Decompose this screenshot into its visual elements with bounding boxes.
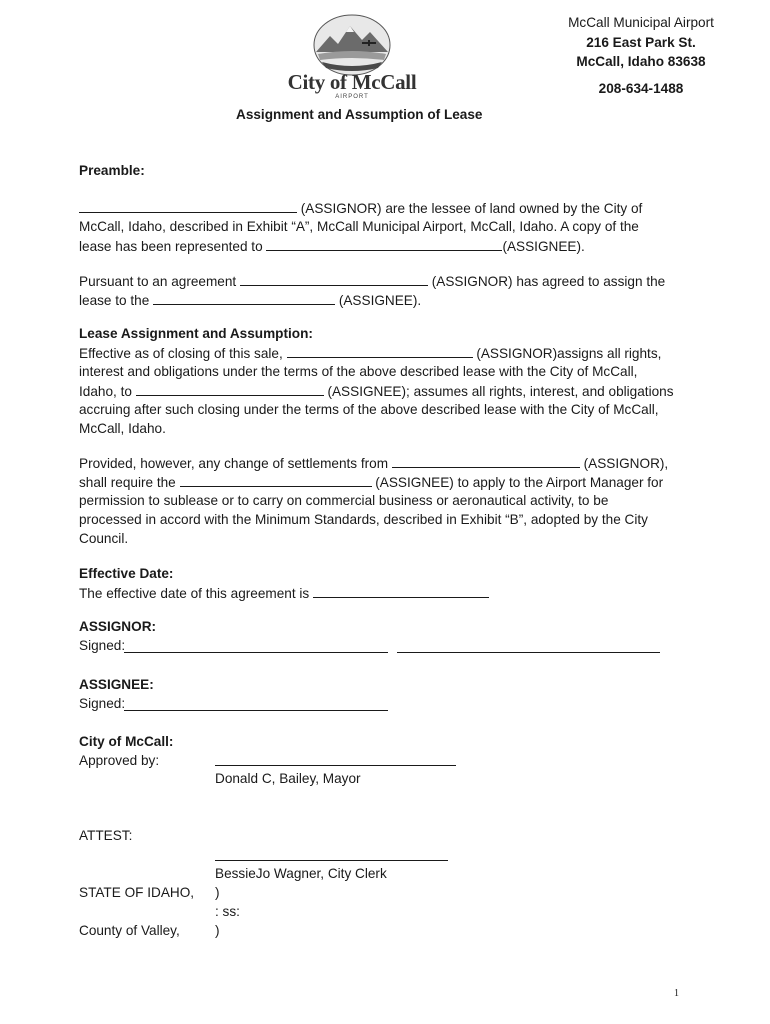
assignee-signed-label: Signed: [79,696,126,711]
assignor-blank[interactable] [240,273,428,286]
provided-text: shall require the [79,475,180,490]
assignor-blank[interactable] [287,345,473,358]
preamble-heading: Preamble: [79,163,145,178]
paren-open: ) [215,885,220,900]
provided-line-3: permission to sublease or to carry on commercial business or aeronautical activity, to be [79,493,609,508]
assignor-signature-line-1[interactable] [124,652,388,653]
provided-line-5: Council. [79,531,129,546]
clerk-signature-line[interactable] [215,860,448,861]
assignor-heading: ASSIGNOR: [79,619,157,634]
lease-text: (ASSIGNOR)assigns all rights, [472,346,662,361]
address-street: 216 East Park St. [586,35,696,50]
assignor-blank[interactable] [392,455,580,468]
assignor-signed-label: Signed: [79,638,126,653]
phone-number: 208-634-1488 [598,81,684,96]
city-heading: City of McCall: [79,734,174,749]
mayor-name: Donald C, Bailey, Mayor [215,771,361,786]
county-label: County of Valley, [79,923,180,938]
assignor-blank[interactable] [79,200,297,213]
lease-line-2: interest and obligations under the terms of the above described lease with the City of McCall, [79,364,638,379]
provided-line-4: processed in accord with the Minimum Standards, described in Exhibit “B”, adopted by the City [79,512,648,527]
document-title: Assignment and Assumption of Lease [236,107,483,122]
agreement-text: (ASSIGNEE). [335,293,422,308]
assignee-signature-line[interactable] [124,710,388,711]
provided-line-2 [79,474,663,490]
lease-line-4: accruing after such closing under the terms of the above described lease with the City of McCall, [79,402,659,417]
effective-heading: Effective Date: [79,566,174,581]
agreement-line-2 [79,292,421,308]
org-name: McCall Municipal Airport [568,15,714,30]
preamble-line-1 [79,200,642,216]
lease-text: (ASSIGNEE); assumes all rights, interest, and obligations [323,384,674,399]
state-label: STATE OF IDAHO, [79,885,195,900]
attest-label: ATTEST: [79,828,133,843]
mayor-signature-line[interactable] [215,765,456,766]
provided-text: Provided, however, any change of settlements from [79,456,392,471]
provided-line-1 [79,455,668,471]
paren-close: ) [215,923,220,938]
approved-by-label: Approved by: [79,753,160,768]
address-city: McCall, Idaho 83638 [576,54,706,69]
lease-line-5: McCall, Idaho. [79,421,166,436]
preamble-line-2: McCall, Idaho, described in Exhibit “A”, McCall Municipal Airport, McCall, Idaho. A copy of the [79,219,639,234]
preamble-text: (ASSIGNEE). [502,239,585,254]
preamble-text: (ASSIGNOR) are the lessee of land owned by the City of [297,201,643,216]
effective-date-blank[interactable] [313,585,489,598]
provided-text: (ASSIGNOR), [579,456,669,471]
assignee-blank[interactable] [266,238,502,251]
agreement-text: Pursuant to an agreement [79,274,240,289]
assignee-heading: ASSIGNEE: [79,677,154,692]
ss-label: : ss: [215,904,240,919]
assignee-blank[interactable] [180,474,372,487]
agreement-text: (ASSIGNOR) has agreed to assign the [427,274,666,289]
lease-line-3 [79,383,674,399]
lease-heading: Lease Assignment and Assumption: [79,326,313,341]
preamble-line-3 [79,238,585,254]
mountain-lake-emblem-icon [312,14,392,76]
effective-text: The effective date of this agreement is [79,586,313,601]
clerk-name: BessieJo Wagner, City Clerk [215,866,387,881]
preamble-text: lease has been represented to [79,239,267,254]
assignor-signature-line-2[interactable] [397,652,660,653]
lease-text: Idaho, to [79,384,136,399]
logo-subtitle: AIRPORT [335,94,369,100]
city-logo [282,14,422,102]
page-number: 1 [674,988,679,999]
agreement-line-1 [79,273,665,289]
effective-line [79,585,489,601]
logo-title: City of McCall [287,70,417,94]
lease-text: Effective as of closing of this sale, [79,346,287,361]
assignee-blank[interactable] [153,292,335,305]
provided-text: (ASSIGNEE) to apply to the Airport Manager for [371,475,664,490]
lease-line-1 [79,345,661,361]
agreement-text: lease to the [79,293,154,308]
assignee-blank[interactable] [136,383,324,396]
